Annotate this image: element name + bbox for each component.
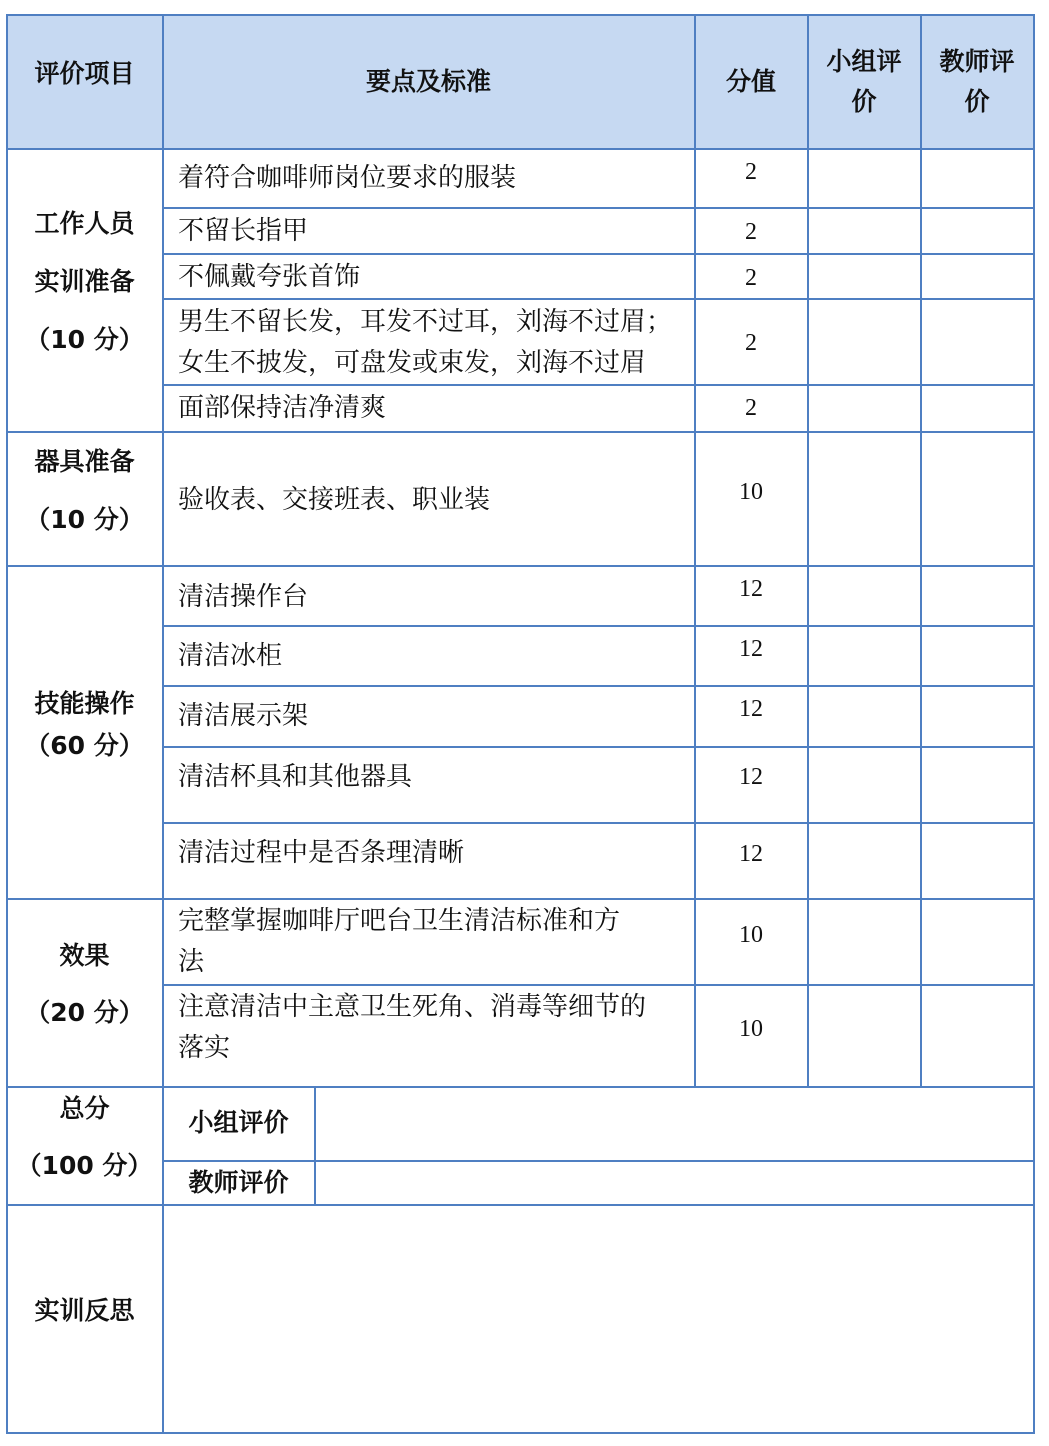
table-row-divider <box>162 746 1035 748</box>
section-title: 实训准备 <box>34 267 135 296</box>
section-title: 器具准备 <box>34 447 135 476</box>
header-score: 分值 <box>725 67 776 96</box>
score-value: 2 <box>745 265 757 291</box>
score-value: 12 <box>739 841 763 867</box>
criteria-text: 清洁杯具和其他器具 <box>178 762 413 792</box>
table-row-divider <box>162 384 1035 386</box>
header-group-eval: 价 <box>851 87 877 116</box>
table-row-divider <box>162 625 1035 627</box>
total-group-eval-label: 小组评价 <box>188 1108 289 1137</box>
table-col-divider <box>314 1086 316 1205</box>
criteria-text: 着符合咖啡师岗位要求的服装 <box>178 163 517 193</box>
score-value: 2 <box>745 219 757 245</box>
table-row-divider <box>6 1086 1035 1088</box>
table-row-divider <box>162 253 1035 255</box>
table-col-divider <box>807 14 809 1087</box>
score-value: 12 <box>739 696 763 722</box>
criteria-text: 清洁操作台 <box>178 582 309 612</box>
table-row-divider <box>6 431 1035 433</box>
score-value: 10 <box>739 1016 763 1042</box>
reflection-title: 实训反思 <box>34 1296 135 1325</box>
header-criteria: 要点及标准 <box>365 67 491 96</box>
criteria-text: 清洁冰柜 <box>178 641 283 671</box>
criteria-text: 不佩戴夸张首饰 <box>178 262 361 292</box>
criteria-text: 完整掌握咖啡厅吧台卫生清洁标准和方 <box>178 906 621 936</box>
header-group-eval: 小组评 <box>826 47 902 76</box>
section-title: （60 分） <box>25 731 144 760</box>
section-title: （20 分） <box>25 998 144 1027</box>
table-row-divider <box>162 822 1035 824</box>
criteria-text: 验收表、交接班表、职业装 <box>178 485 491 515</box>
table-row-divider <box>162 685 1035 687</box>
table-row-divider <box>162 1160 1035 1162</box>
criteria-text: 男生不留长发，耳发不过耳，刘海不过眉； <box>178 307 673 337</box>
score-value: 12 <box>739 636 763 662</box>
criteria-text: 面部保持洁净清爽 <box>178 393 387 423</box>
header-teacher-eval: 教师评 <box>939 47 1015 76</box>
header-item: 评价项目 <box>34 59 135 88</box>
section-title: （10 分） <box>25 325 144 354</box>
table-border-top <box>6 14 1035 16</box>
criteria-text: 女生不披发，可盘发或束发，刘海不过眉 <box>178 348 647 378</box>
table-row-divider <box>6 148 1035 150</box>
table-row-divider <box>6 565 1035 567</box>
criteria-text: 注意清洁中主意卫生死角、消毒等细节的 <box>178 992 647 1022</box>
criteria-text: 落实 <box>178 1033 231 1063</box>
total-title: （100 分） <box>16 1151 153 1180</box>
table-col-divider <box>920 14 922 1087</box>
score-value: 12 <box>739 576 763 602</box>
section-title: 技能操作 <box>34 689 135 718</box>
score-value: 2 <box>745 159 757 185</box>
section-title: （10 分） <box>25 505 144 534</box>
section-title: 效果 <box>59 941 110 970</box>
table-row-divider <box>6 1204 1035 1206</box>
score-value: 12 <box>739 764 763 790</box>
total-title: 总分 <box>59 1094 110 1123</box>
total-teacher-eval-label: 教师评价 <box>188 1168 289 1197</box>
table-row-divider <box>162 298 1035 300</box>
score-value: 2 <box>745 330 757 356</box>
header-teacher-eval: 价 <box>964 87 990 116</box>
criteria-text: 不留长指甲 <box>178 216 309 246</box>
criteria-text: 法 <box>178 947 205 977</box>
criteria-text: 清洁展示架 <box>178 701 309 731</box>
table-border-bottom <box>6 1432 1035 1434</box>
criteria-text: 清洁过程中是否条理清晰 <box>178 838 465 868</box>
table-row-divider <box>6 898 1035 900</box>
table-border-right <box>1033 14 1035 1434</box>
table-row-divider <box>162 984 1035 986</box>
score-value: 10 <box>739 479 763 505</box>
section-title: 工作人员 <box>34 209 135 238</box>
table-row-divider <box>162 207 1035 209</box>
score-value: 2 <box>745 395 757 421</box>
score-value: 10 <box>739 922 763 948</box>
